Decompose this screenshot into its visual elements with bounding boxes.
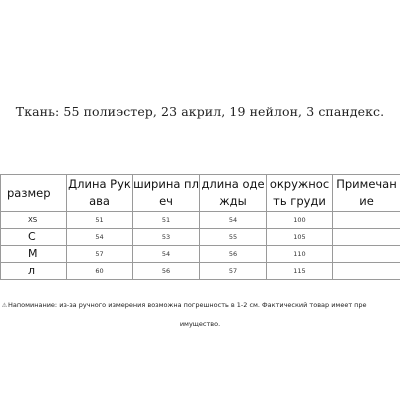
length-cell: 56	[200, 246, 267, 263]
length-cell: 55	[200, 229, 267, 246]
sleeve-cell: 57	[67, 246, 133, 263]
table-row	[1, 212, 400, 229]
table-row	[1, 246, 400, 263]
sleeve-cell: 54	[67, 229, 133, 246]
notes-cell	[333, 246, 400, 263]
size-cell: л	[1, 263, 67, 280]
warning-icon: ⚠	[1, 302, 8, 309]
shoulder-cell: 56	[133, 263, 200, 280]
shoulder-cell: 54	[133, 246, 200, 263]
header-chest-circumference: окружность груди	[267, 175, 333, 212]
header-sleeve-length: Длина Рукава	[67, 175, 133, 212]
header-notes: Примечание	[333, 175, 400, 212]
table-row	[1, 263, 400, 280]
notes-cell	[333, 229, 400, 246]
header-shoulder-width: ширина плеч	[133, 175, 200, 212]
size-cell: М	[1, 246, 67, 263]
note-line-1	[0, 296, 400, 315]
fabric-composition: Ткань: 55 полиэстер, 23 акрил, 19 нейлон, 3 спандекс.	[15, 104, 385, 119]
note-line-2: имущество.	[179, 320, 221, 328]
header-size: размер	[1, 175, 67, 212]
header-garment-length: длина одежды	[200, 175, 267, 212]
notes-cell	[333, 263, 400, 280]
size-cell: С	[1, 229, 67, 246]
chest-cell: 105	[267, 229, 333, 246]
note-text-1: Напоминание: из-за ручного измерения возможна погрешность в 1-2 см. Фактический товар имеет пре	[8, 301, 367, 309]
length-cell: 54	[200, 212, 267, 229]
chest-cell: 100	[267, 212, 333, 229]
table-row	[1, 229, 400, 246]
shoulder-cell: 51	[133, 212, 200, 229]
measurement-note	[0, 296, 400, 333]
sleeve-cell: 51	[67, 212, 133, 229]
chest-cell: 115	[267, 263, 333, 280]
sleeve-cell: 60	[67, 263, 133, 280]
notes-cell	[333, 212, 400, 229]
chest-cell: 110	[267, 246, 333, 263]
length-cell: 57	[200, 263, 267, 280]
table-header-row	[1, 175, 400, 212]
size-table	[0, 174, 400, 280]
shoulder-cell: 53	[133, 229, 200, 246]
size-cell: XS	[1, 212, 67, 229]
